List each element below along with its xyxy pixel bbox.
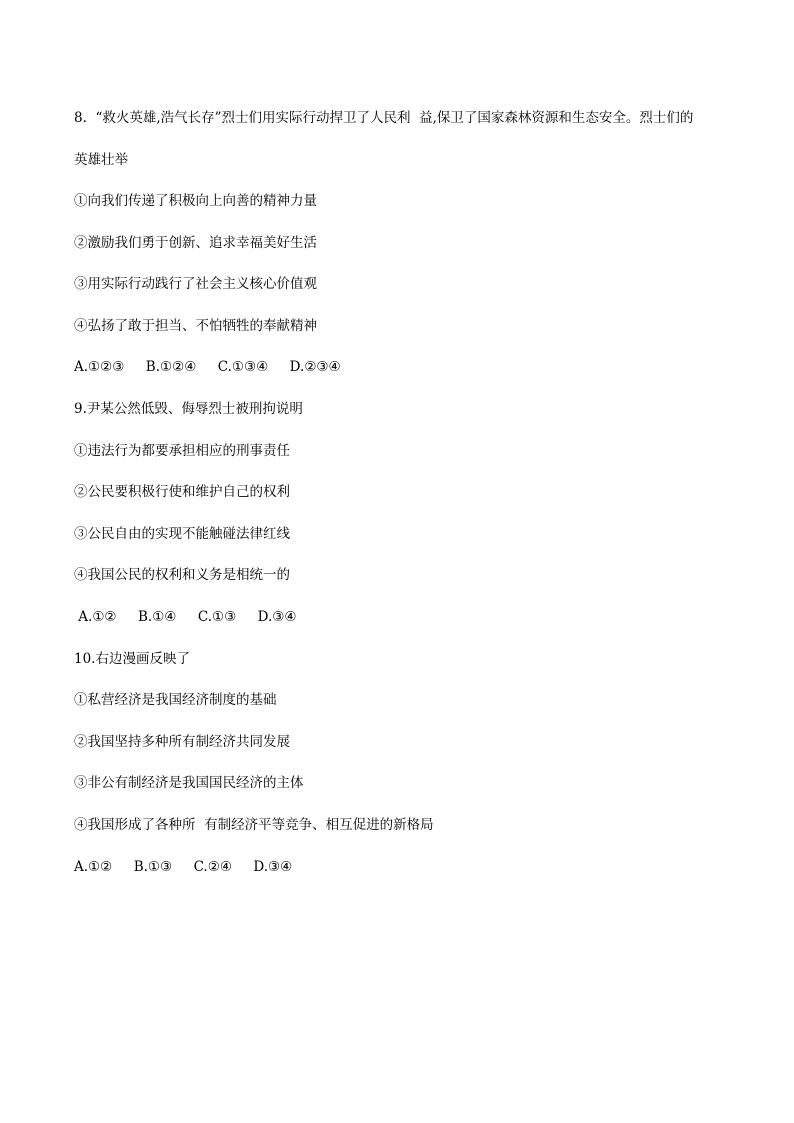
question-10-option-1: ①私营经济是我国经济制度的基础 <box>74 692 277 708</box>
question-8-stem-line1: 8. “救火英雄,浩气长存”烈士们用实际行动捍卫了人民利 益,保卫了国家森林资源和生态安全。烈士们的 <box>74 110 694 126</box>
question-8-option-3: ③用实际行动践行了社会主义核心价值观 <box>74 276 317 292</box>
question-9-option-2: ②公民要积极行使和维护自己的权利 <box>74 484 290 500</box>
question-10-option-4: ④我国形成了各种所 有制经济平等竞争、相互促进的新格局 <box>74 817 434 833</box>
question-9-option-3: ③公民自由的实现不能触碰法律红线 <box>74 526 290 542</box>
question-8-option-1: ①向我们传递了积极向上向善的精神力量 <box>74 193 317 209</box>
question-10-stem: 10.右边漫画反映了 <box>74 651 190 667</box>
question-9-option-4: ④我国公民的权利和义务是相统一的 <box>74 567 290 583</box>
question-10-option-2: ②我国坚持多种所有制经济共同发展 <box>74 734 290 750</box>
question-9-choices: A.①② B.①④ C.①③ D.③④ <box>74 609 297 625</box>
question-9-option-1: ①违法行为都要承担相应的刑事责任 <box>74 443 290 459</box>
question-8-option-4: ④弘扬了敢于担当、不怕牺牲的奉献精神 <box>74 318 317 334</box>
question-9-stem: 9.尹某公然低毁、侮辱烈士被刑拘说明 <box>74 401 303 417</box>
question-8-option-2: ②激励我们勇于创新、追求幸福美好生活 <box>74 235 317 251</box>
question-8-stem-line2: 英雄壮举 <box>74 152 128 168</box>
question-10-choices: A.①② B.①③ C.②④ D.③④ <box>74 859 293 875</box>
question-8-choices: A.①②③ B.①②④ C.①③④ D.②③④ <box>74 359 341 375</box>
question-10-option-3: ③非公有制经济是我国国民经济的主体 <box>74 775 304 791</box>
